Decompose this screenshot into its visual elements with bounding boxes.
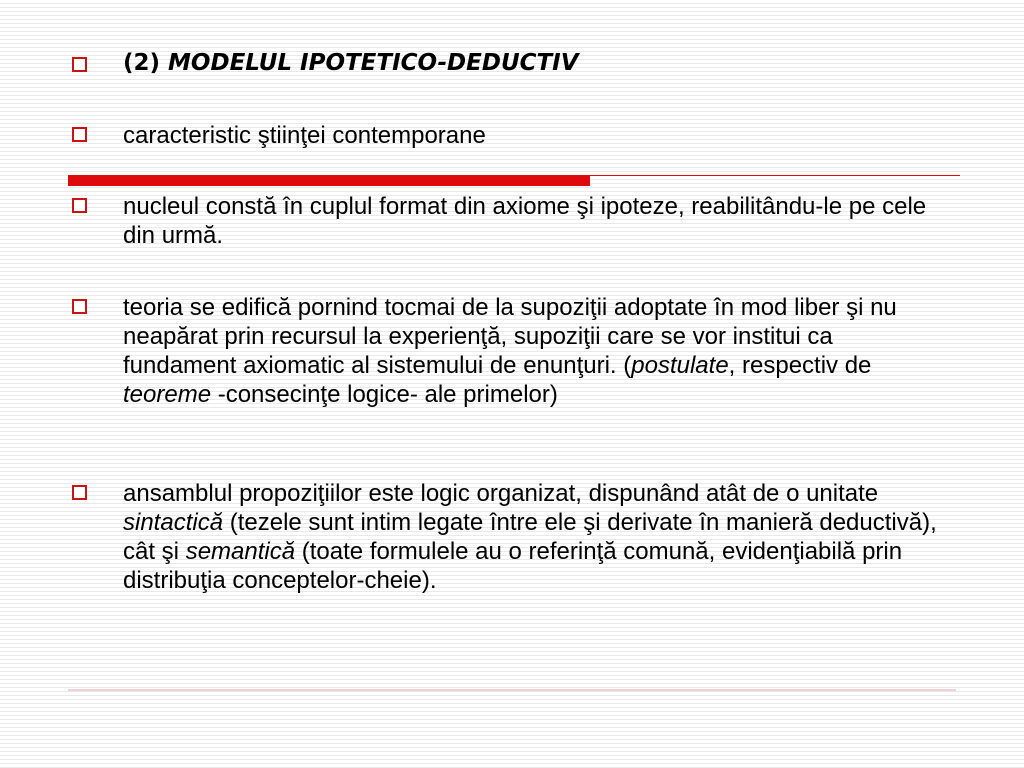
text-segment: ansamblul propoziţiilor este logic organizat, dispunând atât de o unitate [123,480,879,507]
text-segment: (tezele sunt intim legate între ele şi derivate în manieră deductivă), cât şi [123,509,937,565]
subtitle-bullet [72,121,952,150]
bottom-divider-line [68,689,956,691]
title-prefix: (2) [123,50,169,76]
list-item-text: nucleul constă în cuplul format din axiome şi ipoteze, reabilitându-le pe cele din urmă. [123,193,927,249]
title-emphasis: MODELUL IPOTETICO-DEDUCTIV [168,50,579,76]
list-item-text [123,293,948,409]
list-item-text [123,479,948,595]
emphasis-semantica: semantică [185,538,296,565]
hollow-square-bullet-icon [72,299,87,314]
text-segment: , respectiv de [728,352,872,379]
text-segment: -consecinţe logice- ale primelor) [211,381,558,408]
hollow-square-bullet-icon [72,485,87,500]
text-segment: (toate formulele au o referinţă comună, evidenţiabilă prin distribuţia conceptelor-cheie). [123,538,903,594]
emphasis-postulate: postulate [631,352,729,379]
list-item [72,479,952,595]
text-segment: teoria se edifică pornind tocmai de la supoziţii adoptate în mod liber şi nu neapărat prin recursul la experienţă, supoziţii care se vor institui ca fundament axiomatic al sistemului de enunţuri. ( [123,294,897,379]
list-item [72,293,952,409]
red-divider-bar [68,175,590,186]
red-divider-line [590,175,960,176]
hollow-square-bullet-icon [72,57,87,72]
slide-title [123,49,948,78]
slide-subtitle: caracteristic ştiinţei contemporane [123,122,486,149]
emphasis-teoreme: teoreme [123,381,212,408]
emphasis-sintactica: sintactică [123,509,224,536]
hollow-square-bullet-icon [72,127,87,142]
title-bullet [72,49,952,78]
hollow-square-bullet-icon [72,198,87,213]
list-item [72,192,952,250]
